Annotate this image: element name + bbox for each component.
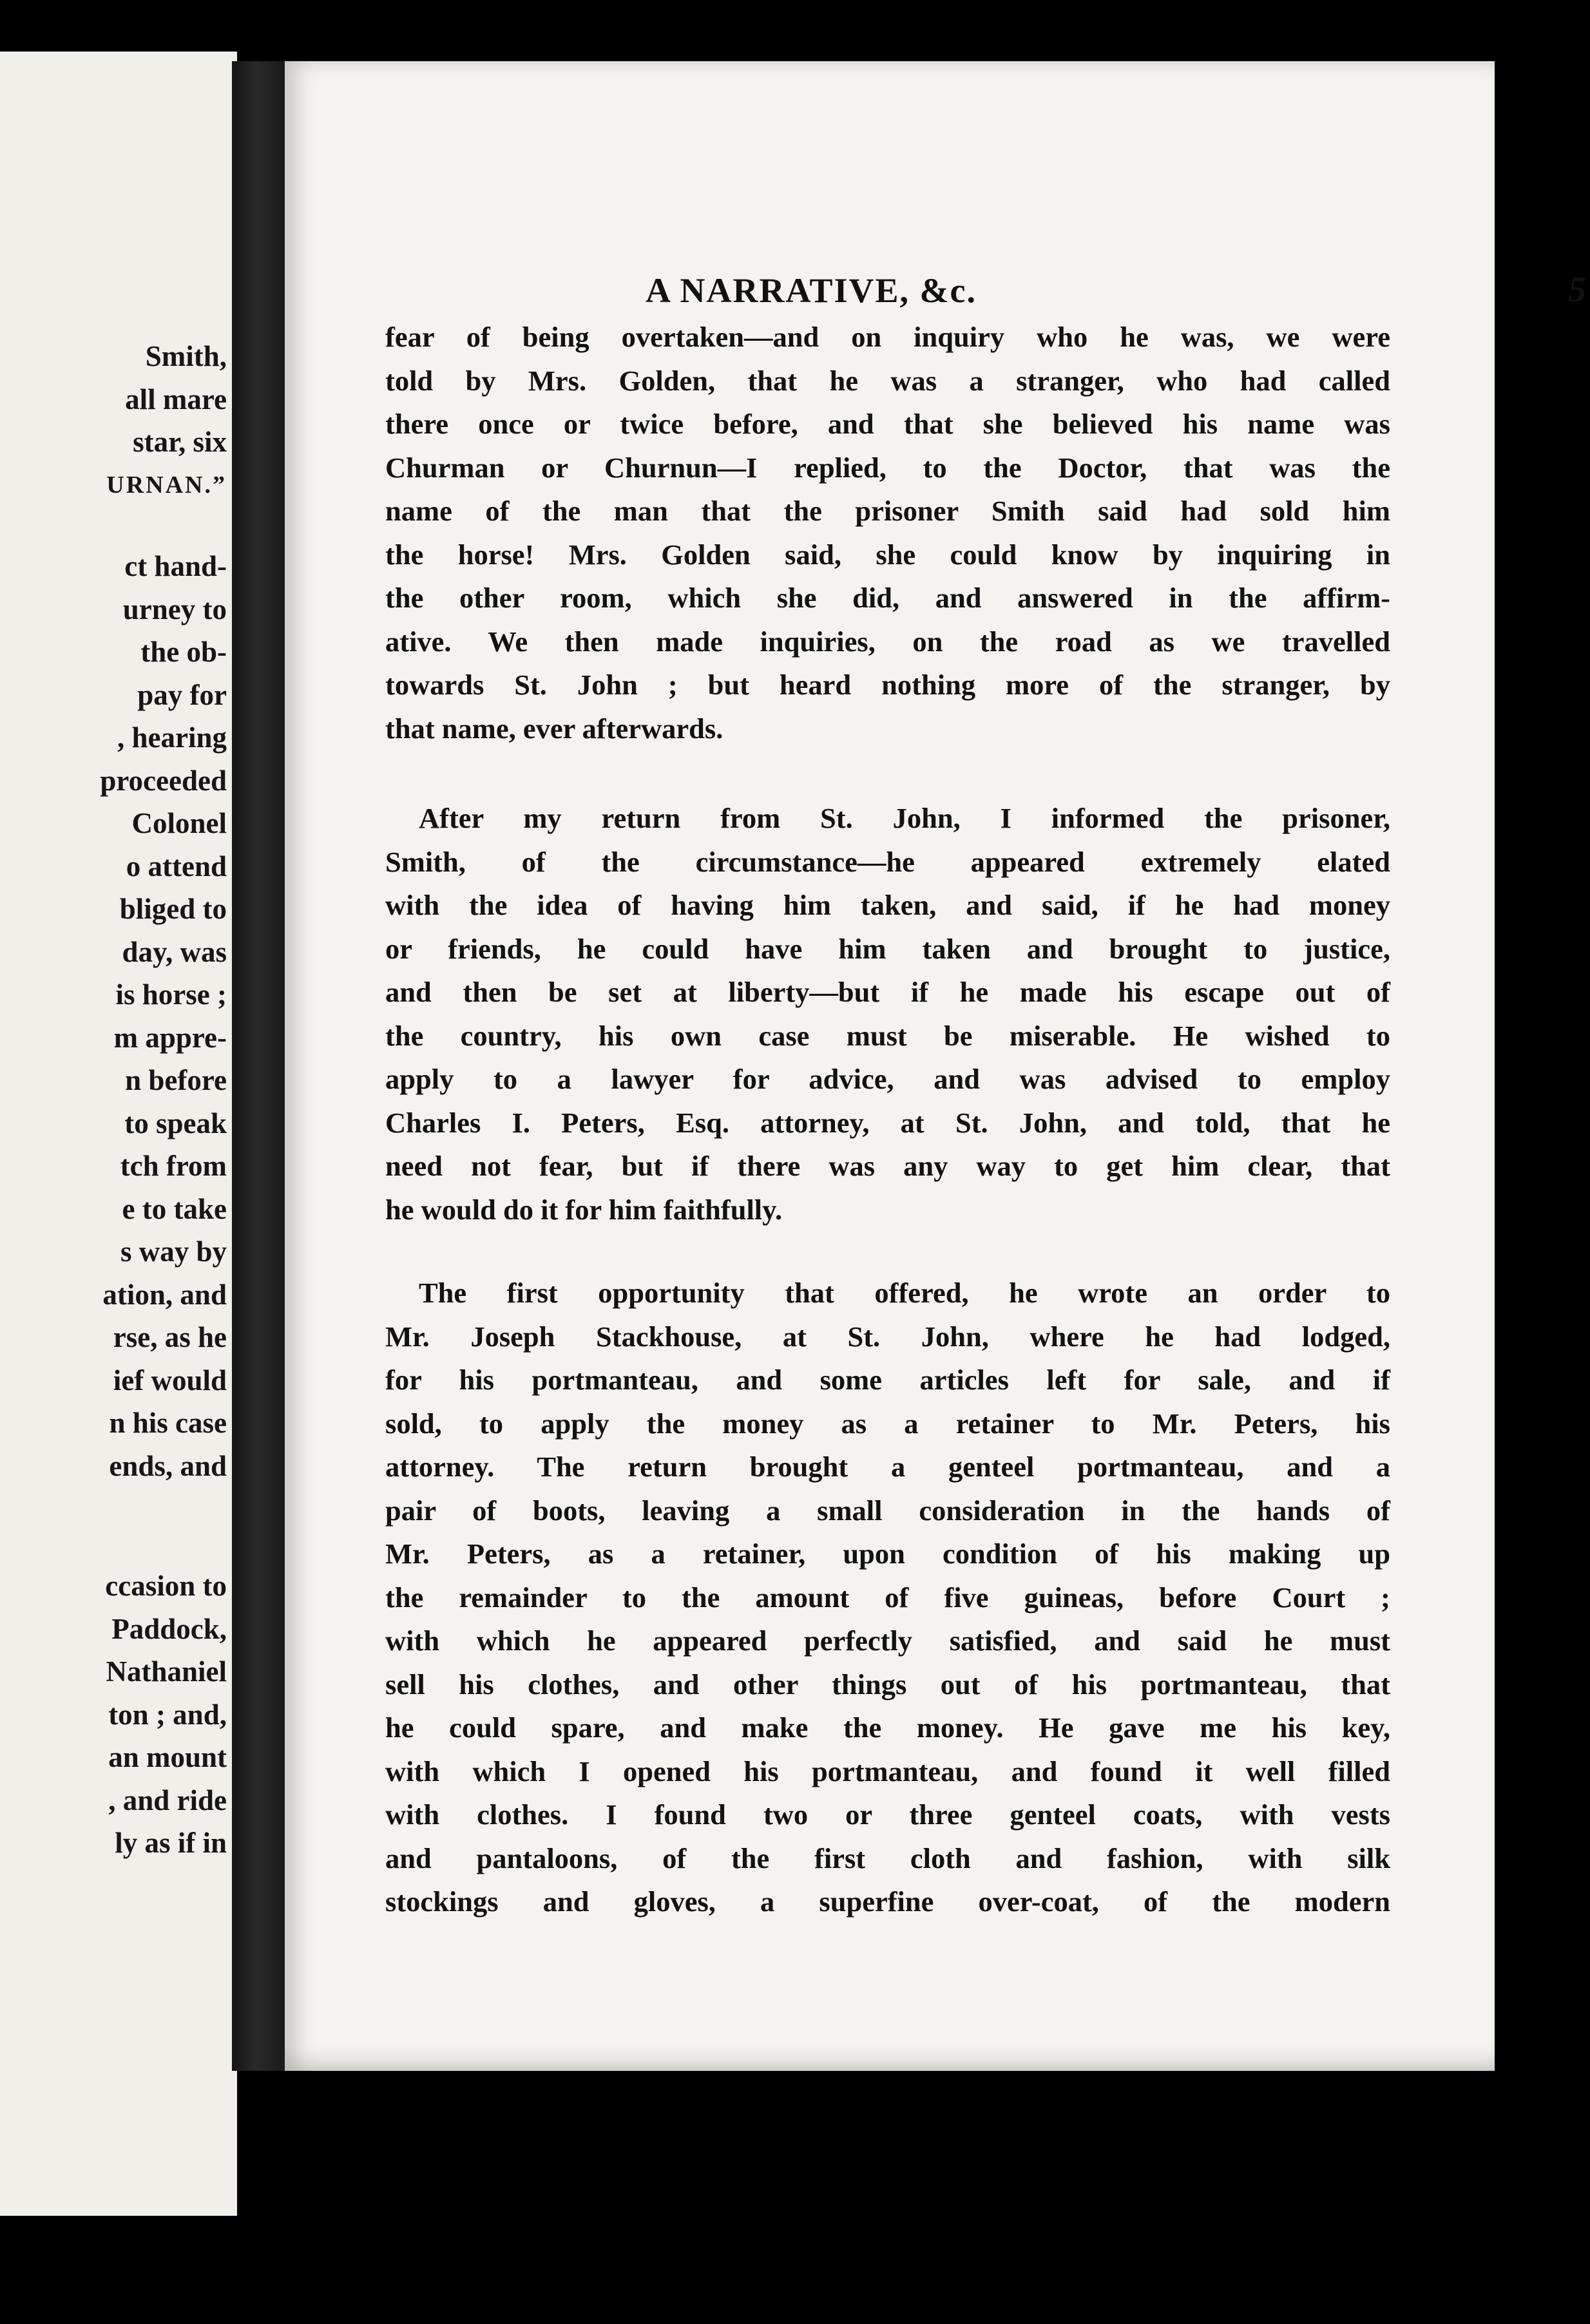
text-line: Mr. Joseph Stackhouse, at St. John, where he had lodged, [385, 1320, 1390, 1353]
left-fragment-line: an mount [108, 1741, 227, 1773]
text-line: with the idea of having him taken, and said, if he had money [385, 889, 1390, 921]
left-fragment-line: bliged to [119, 893, 227, 925]
left-fragment-line: star, six [133, 426, 227, 458]
text-line: there once or twice before, and that she believed his name was [385, 408, 1390, 440]
left-fragment-line: Nathaniel [106, 1655, 227, 1688]
left-fragment-line [0, 1526, 227, 1565]
text-line: the horse! Mrs. Golden said, she could know by inquiring in [385, 538, 1390, 571]
left-fragment-line: tch from [120, 1150, 227, 1182]
paragraph-3 [385, 1272, 1390, 1924]
paragraph-spacer [385, 1232, 1390, 1272]
text-line: he would do it for him faithfully. [385, 1193, 783, 1226]
left-fragment-line: day, was [122, 935, 227, 968]
left-facing-page [0, 52, 237, 2216]
text-line: apply to a lawyer for advice, and was advised to employ [385, 1063, 1390, 1095]
left-fragment-line: urney to [122, 593, 227, 625]
text-line: with which he appeared perfectly satisfied, and said he must [385, 1624, 1390, 1657]
text-line: The first opportunity that offered, he wrote an order to [419, 1277, 1390, 1309]
left-fragment-line: ton ; and, [108, 1698, 227, 1731]
text-line: Mr. Peters, as a retainer, upon condition of his making up [385, 1538, 1390, 1570]
text-line: or friends, he could have him taken and brought to justice, [385, 932, 1390, 965]
body-text [385, 316, 1390, 1924]
left-fragment-line: proceeded [100, 764, 227, 797]
text-line: towards St. John ; but heard nothing more of the stranger, by [385, 669, 1390, 701]
left-fragment-line: ief would [113, 1364, 227, 1396]
text-line: Churman or Churnun—I replied, to the Doctor, that was the [385, 451, 1390, 484]
left-fragment-line: s way by [120, 1235, 227, 1268]
text-line: with clothes. I found two or three genteel coats, with vests [385, 1798, 1390, 1831]
page-bottom-edge [285, 2045, 1495, 2071]
left-fragment-line: all mare [125, 383, 227, 415]
page-number: 5 [1568, 270, 1586, 310]
text-line: name of the man that the prisoner Smith said had sold him [385, 495, 1390, 527]
text-line: stockings and gloves, a superfine over-coat, of the modern [385, 1885, 1390, 1918]
left-fragment-line [0, 1487, 227, 1526]
text-line: need not fear, but if there was any way to get him clear, that [385, 1150, 1390, 1182]
text-line: Smith, of the circumstance—he appeared extremely elated [385, 845, 1390, 878]
left-page-text-fragments [0, 335, 227, 1865]
text-line: the remainder to the amount of five guineas, before Court ; [385, 1581, 1390, 1614]
left-fragment-line: , and ride [108, 1784, 227, 1816]
left-fragment-line [0, 506, 227, 545]
text-line: fear of being overtaken—and on inquiry who he was, we were [385, 321, 1390, 353]
text-line: with which I opened his portmanteau, and found it well filled [385, 1755, 1390, 1787]
left-fragment-line: ccasion to [105, 1570, 227, 1602]
running-title: A NARRATIVE, &c. [646, 271, 977, 310]
paragraph-2 [385, 797, 1390, 1232]
left-fragment-line: ation, and [102, 1278, 227, 1311]
left-fragment-line: URNAN.” [106, 471, 227, 499]
right-page [285, 61, 1586, 2071]
text-line: that name, ever afterwards. [385, 712, 723, 745]
left-fragment-line: is horse ; [115, 978, 227, 1011]
left-fragment-line: m appre- [113, 1021, 227, 1054]
left-fragment-line: Smith, [145, 340, 227, 372]
text-line: Charles I. Peters, Esq. attorney, at St. John, and told, that he [385, 1106, 1390, 1139]
left-fragment-line: , hearing [117, 721, 227, 754]
text-line: he could spare, and make the money. He gave me his key, [385, 1711, 1390, 1744]
left-fragment-line: rse, as he [113, 1321, 227, 1353]
text-line: and then be set at liberty—but if he made his escape out of [385, 976, 1390, 1008]
left-fragment-line: Colonel [131, 807, 227, 839]
left-fragment-line: n his case [109, 1407, 227, 1439]
left-fragment-line: ct hand- [124, 550, 227, 582]
left-fragment-line: to speak [124, 1107, 227, 1139]
text-line: After my return from St. John, I informed the prisoner, [419, 802, 1390, 834]
left-fragment-line: the ob- [140, 636, 227, 668]
text-line: the country, his own case must be miserable. He wished to [385, 1019, 1390, 1052]
text-line: sell his clothes, and other things out of his portmanteau, that [385, 1668, 1390, 1700]
text-line: sold, to apply the money as a retainer to Mr. Peters, his [385, 1407, 1390, 1440]
left-fragment-line: e to take [122, 1192, 227, 1225]
left-fragment-line: Paddock, [111, 1612, 227, 1645]
text-line: for his portmanteau, and some articles left for sale, and if [385, 1364, 1390, 1396]
paragraph-spacer [385, 750, 1390, 797]
running-head [646, 271, 1586, 316]
text-line: attorney. The return brought a genteel portmanteau, and a [385, 1451, 1390, 1483]
left-fragment-line: ly as if in [115, 1827, 227, 1859]
book-gutter [232, 61, 285, 2071]
left-fragment-line: ends, and [109, 1449, 227, 1482]
left-fragment-line: pay for [137, 678, 227, 711]
text-line: the other room, which she did, and answered in the affirm- [385, 582, 1390, 614]
text-line: told by Mrs. Golden, that he was a stranger, who had called [385, 364, 1390, 397]
paragraph-1 [385, 316, 1390, 750]
text-line: pair of boots, leaving a small consideration in the hands of [385, 1494, 1390, 1527]
left-fragment-line: n before [125, 1064, 227, 1096]
text-line: and pantaloons, of the first cloth and fashion, with silk [385, 1842, 1390, 1874]
text-line: ative. We then made inquiries, on the road as we travelled [385, 625, 1390, 658]
left-fragment-line: o attend [126, 850, 227, 882]
